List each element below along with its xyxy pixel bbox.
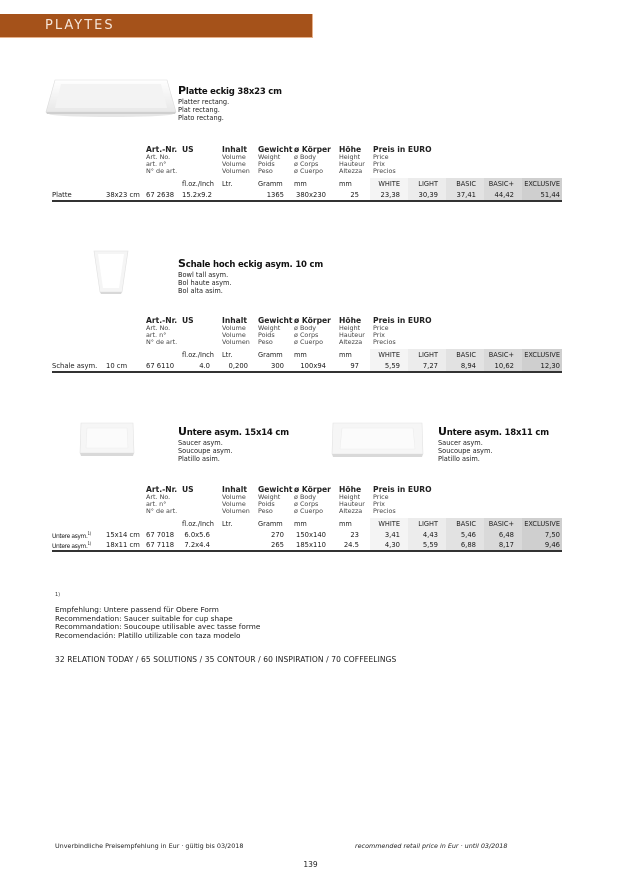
col-header-preis: Preis in EURO Price Prix Precios (373, 485, 432, 516)
section-header-bar (0, 14, 313, 38)
product-title: Platte eckig 38x23 cm (178, 84, 282, 97)
product-subtitles: Platter rectang. Plat rectang. Plato rectang. (178, 98, 230, 122)
product-subtitles: Bowl tall asym. Bol haute asym. Bol alta asim. (178, 271, 232, 295)
series-reference-line: 32 RELATION TODAY / 65 SOLUTIONS / 35 CONTOUR / 60 INSPIRATION / 70 COFFEELINGS (55, 655, 397, 664)
product-title: Schale hoch eckig asym. 10 cm (178, 257, 324, 270)
saucer-15x14-image (78, 420, 136, 458)
col-header-us: US (182, 485, 194, 494)
unit-row: fl.oz./Inch Ltr. Gramm mm mm WHITE LIGHT BASIC BASIC+ EXCLUSIVE (182, 351, 560, 359)
saucer-18x11-image (330, 420, 425, 460)
col-header-koerper: ø Körper ø Body ø Corps ø Cuerpo (294, 316, 331, 347)
footnote-marker: 1) (55, 592, 61, 598)
col-header-preis: Preis in EURO Price Prix Precios (373, 145, 432, 176)
col-header-gewicht: Gewicht Weight Poids Peso (258, 145, 293, 176)
col-header-gewicht: Gewicht Weight Poids Peso (258, 316, 293, 347)
col-header-us: US (182, 145, 194, 154)
col-header-gewicht: Gewicht Weight Poids Peso (258, 485, 293, 516)
platter-image (45, 76, 177, 118)
table-row: Untere asym.$^{1)}$ 18x11 cm 67 7118 7.2x4.4 265 185x110 24.5 4,30 5,59 6,88 8,17 9,46 (52, 541, 560, 550)
col-header-inhalt: Inhalt Volume Volume Volumen (222, 485, 250, 516)
product-title-second: Untere asym. 18x11 cm (438, 425, 549, 438)
table-row: Untere asym.$^{1)}$ 15x14 cm 67 7018 6.0x5.6 270 150x140 23 3,41 4,43 5,46 6,48 7,50 (52, 531, 560, 540)
section-title: PLAYTES (45, 18, 115, 33)
page-number: 139 (303, 860, 318, 869)
unit-row: fl.oz./Inch Ltr. Gramm mm mm WHITE LIGHT BASIC BASIC+ EXCLUSIVE (182, 520, 560, 528)
col-header-art-nr: Art.-Nr. Art. No. art. n° N° de art. (146, 485, 178, 516)
col-header-hoehe: Höhe Height Hauteur Altezza (339, 485, 365, 516)
table-row: Platte 38x23 cm 67 2638 15.2x9.2 1365 380x230 25 23,38 30,39 37,41 44,42 51,44 (52, 191, 560, 199)
product-title: Untere asym. 15x14 cm (178, 425, 289, 438)
recommendation-text: Empfehlung: Untere passend für Obere Form Recommendation: Saucer suitable for cup shape Recommandation: Soucoupe utilisable avec tasse forme Recomendación: Platillo utilizable con taza modelo (55, 605, 261, 640)
col-header-preis: Preis in EURO Price Prix Precios (373, 316, 432, 347)
col-header-hoehe: Höhe Height Hauteur Altezza (339, 316, 365, 347)
footer-price-note-en: recommended retail price in Eur · until 03/2018 (355, 842, 508, 850)
col-header-us: US (182, 316, 194, 325)
col-header-inhalt: Inhalt Volume Volume Volumen (222, 145, 250, 176)
col-header-art-nr: Art.-Nr. Art. No. art. n° N° de art. (146, 316, 178, 347)
col-header-art-nr: Art.-Nr. Art. No. art. n° N° de art. (146, 145, 178, 176)
table-bottom-rule (52, 371, 562, 373)
col-header-koerper: ø Körper ø Body ø Corps ø Cuerpo (294, 485, 331, 516)
table-row: Schale asym. 10 cm 67 6110 4.0 0,200 300 100x94 97 5,59 7,27 8,94 10,62 12,30 (52, 362, 560, 370)
col-header-hoehe: Höhe Height Hauteur Altezza (339, 145, 365, 176)
footer-price-note-de: Unverbindliche Preisempfehlung in Eur · gültig bis 03/2018 (55, 842, 244, 850)
product-subtitles: Saucer asym. Soucoupe asym. Platillo asim. (178, 439, 233, 463)
col-header-inhalt: Inhalt Volume Volume Volumen (222, 316, 250, 347)
table-bottom-rule (52, 200, 562, 202)
table-bottom-rule (52, 550, 562, 552)
bowl-image (92, 248, 130, 296)
unit-row: fl.oz./Inch Ltr. Gramm mm mm WHITE LIGHT BASIC BASIC+ EXCLUSIVE (182, 180, 560, 188)
product-subtitles-second: Saucer asym. Soucoupe asym. Platillo asim. (438, 439, 493, 463)
col-header-koerper: ø Körper ø Body ø Corps ø Cuerpo (294, 145, 331, 176)
